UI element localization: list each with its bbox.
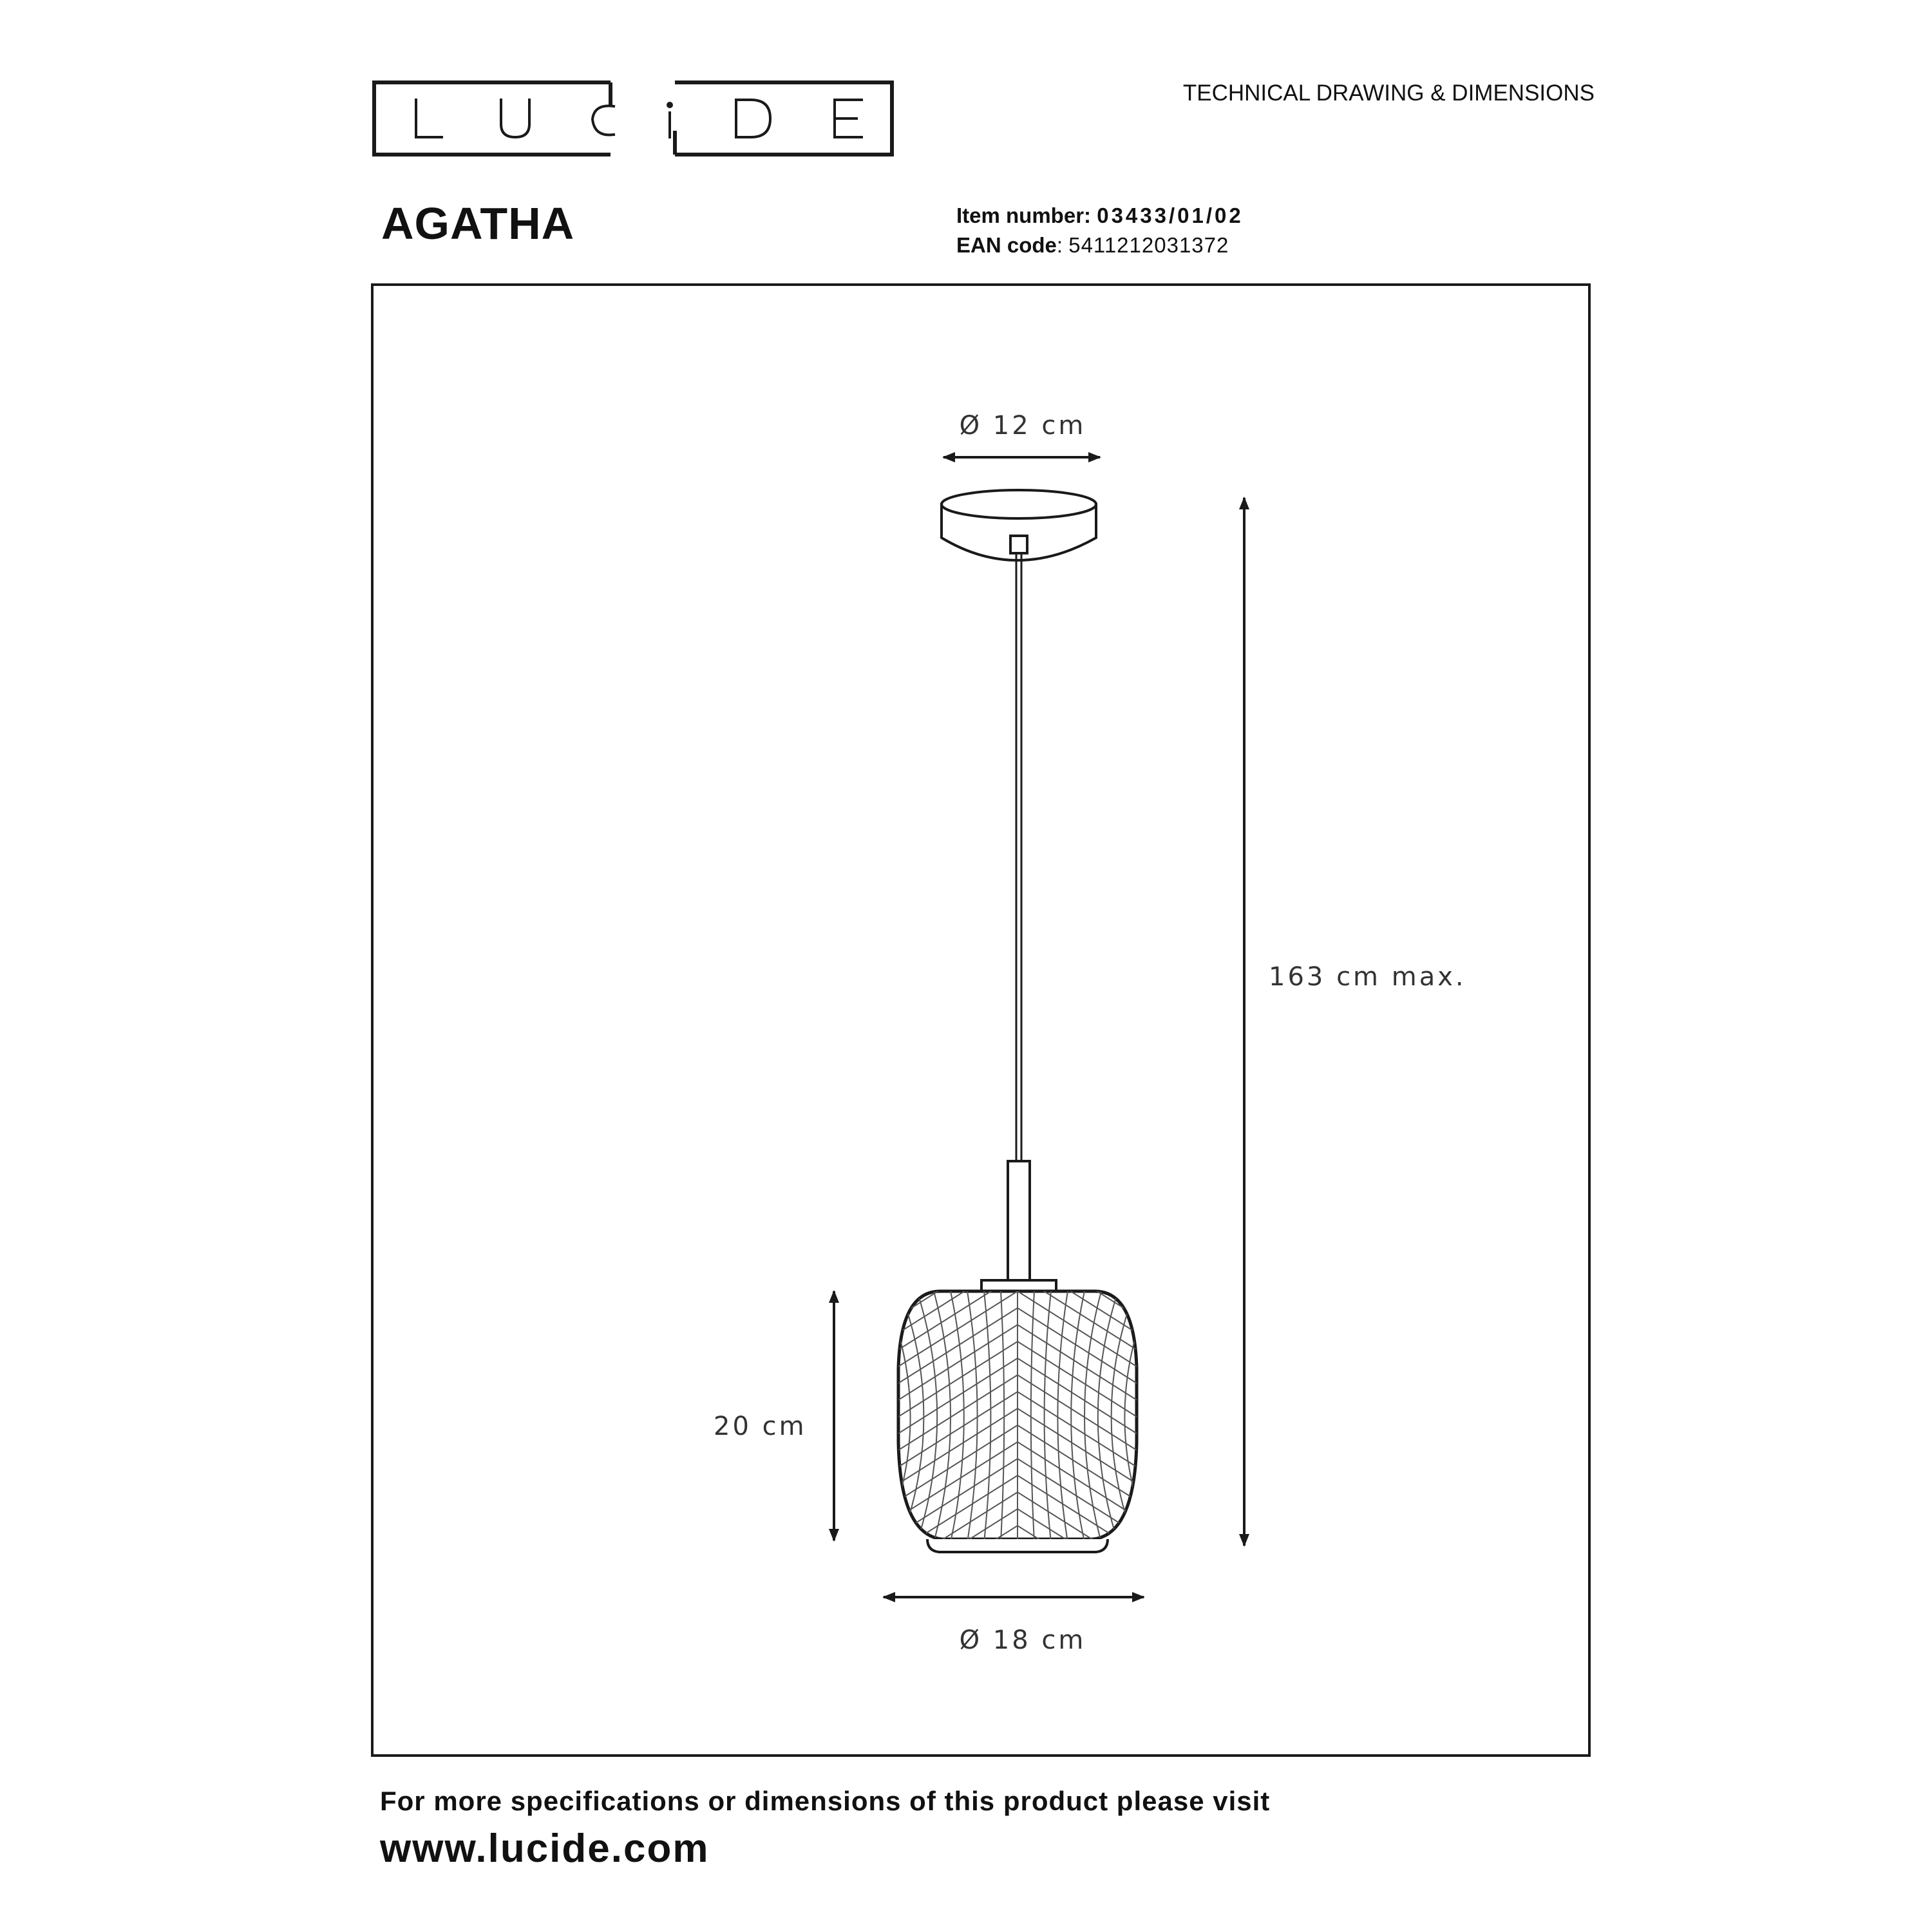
item-number-separator: : bbox=[1084, 204, 1097, 227]
document-title: TECHNICAL DRAWING & DIMENSIONS bbox=[1182, 80, 1595, 106]
lamp-holder bbox=[981, 1161, 1056, 1291]
suspension-cable bbox=[1016, 553, 1021, 1161]
ean-code-value: 5411212031372 bbox=[1068, 233, 1229, 257]
shade-height-label: 20 cm bbox=[714, 1412, 807, 1441]
ean-code-label: EAN code bbox=[956, 233, 1057, 257]
item-number-label: Item number bbox=[956, 204, 1084, 227]
item-number-value: 03433/01/02 bbox=[1097, 204, 1244, 227]
ean-code-separator: : bbox=[1056, 233, 1069, 257]
total-height-label: 163 cm max. bbox=[1269, 962, 1466, 992]
ceiling-canopy bbox=[942, 490, 1096, 560]
website-link[interactable]: www.lucide.com bbox=[380, 1826, 710, 1871]
shade-diameter-label: Ø 18 cm bbox=[959, 1625, 1086, 1655]
canopy-diameter-label: Ø 12 cm bbox=[959, 411, 1086, 440]
footer-note: For more specifications or dimensions of this product please visit bbox=[380, 1786, 1271, 1816]
product-name: AGATHA bbox=[381, 198, 575, 249]
